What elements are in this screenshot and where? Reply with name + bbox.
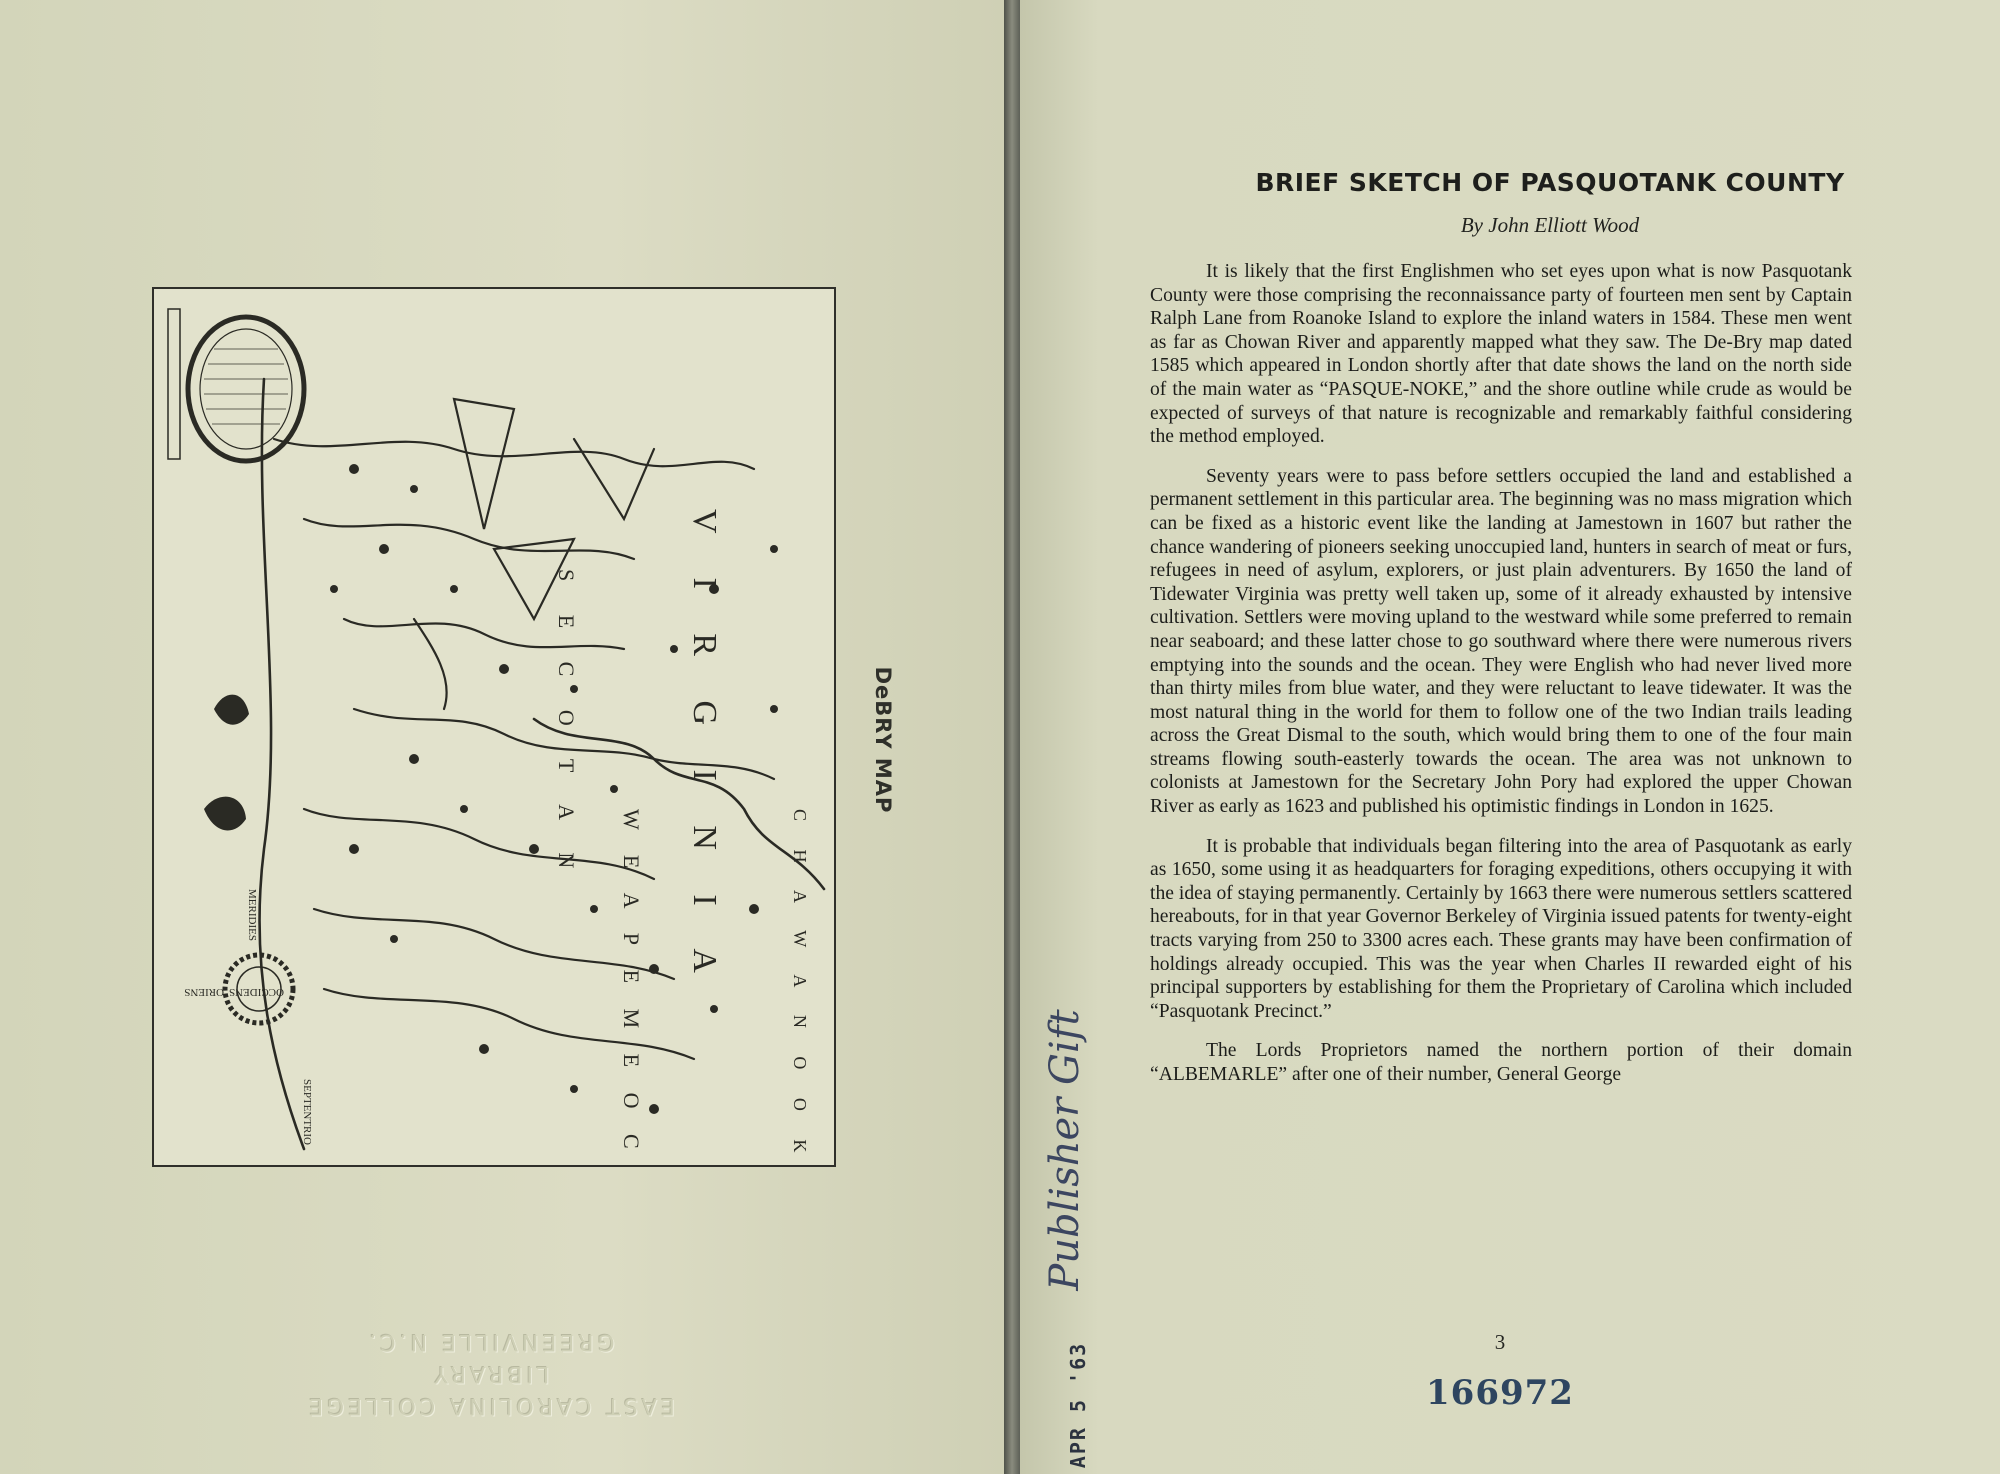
date-stamp (1058, 1340, 1098, 1470)
map-label-secotan: S E C O T A N (554, 569, 579, 883)
handwritten-note (1040, 1009, 1090, 1291)
page-number: 3 (1494, 1330, 1506, 1354)
article-byline: By John Elliott Wood (1460, 213, 1640, 237)
library-stamp-line: GREENVILLE N.C. (365, 1329, 615, 1354)
map-illustration (154, 289, 834, 1165)
compass-label-east: ORIENS (184, 986, 224, 998)
map-label-chawanook: C H A W A N O O K (790, 809, 810, 1165)
article-paragraph: It is probable that individuals began filtering into the area of Pasquotank as early as 1650, some using it as headquarters for foraging expeditions, others occupying it with the idea of staying permanently. Certainly by 1663 there were numerous settlers scattered hereabouts, for in that year Governor Berkeley of Virginia issued patents for twenty-eight tracts varying from 250 to 3300 acres each. These grants may have been confirmation of holdings already occupied. This was the year when Charles II rewarded eight of his principal supporters by establishing for them the Proprietary of Carolina which included “Pasquotank Precinct.” (1150, 835, 1852, 1022)
library-stamp-line: LIBRARY (430, 1361, 550, 1386)
article-title: BRIEF SKETCH OF PASQUOTANK COUNTY (1255, 168, 1845, 197)
map-caption-text: DeBRY MAP (871, 666, 895, 814)
accession-number: 166972 (1426, 1373, 1574, 1413)
compass-label-north: SEPTENTRIO (301, 1079, 313, 1145)
article-paragraph: It is likely that the first Englishmen who set eyes upon what is now Pasquotank County were those comprising the reconnaissance party of fourteen men sent by Captain Ralph Lane from Roanoke Island to explore the inland waters in 1584. These men went as far as Chowan River and apparently mapped what they saw. The De-Bry map dated 1585 which appeared in London shortly after that date shows the land on the north side of the main water as “PASQUE-NOKE,” and the shore outline while crude as would be expected of surveys of that nature is recognizable and remarkably faithful considering the method employed. (1150, 261, 1852, 448)
debry-map (152, 287, 836, 1167)
article-body (1150, 260, 1852, 1103)
article-paragraph: Seventy years were to pass before settlers occupied the land and established a permanent settlement in this particular area. The beginning was no mass migration which can be fixed as a historic event like the landing at Jamestown in 1607 but rather the chance wandering of pioneers seeking unoccupied land, hunters in search of meat or furs, refugees in need of asylum, explorers, or just plain adventurers. By 1650 the land of Tidewater Virginia was pretty well taken up, some of it already exhausted by intensive cultivation. Settlers were moving upland to the westward while some preferred to remain near seaboard; and these latter chose to go southward where there were numerous rivers emptying into the sounds and the ocean. They were English who had never lived more than thirty miles from blue water, and they were reluctant to leave tidewater. It was the most natural thing in the world for them to follow one of the two Indian trails leading across the Great Dismal to the south, which would bring them to one of the four main streams flowing south-easterly towards the ocean. The area was not unknown to colonists at Jamestown for the Secretary John Pory had explored the upper Chowan River as early as 1623 and published his optimistic findings in London in 1625. (1150, 465, 1852, 818)
article-paragraph: The Lords Proprietors named the northern portion of their domain “ALBEMARLE” after one of their number, General George (1150, 1040, 1852, 1085)
handwritten-note-text: Publisher Gift (1042, 1009, 1088, 1291)
book-gutter (1004, 0, 1020, 1474)
date-stamp-text: APR 5 '63 (1066, 1341, 1090, 1469)
library-stamp (300, 1325, 680, 1421)
map-label-weapemeoc: W E A P E M E O C (619, 809, 644, 1159)
compass-label-west: OCCIDENS (228, 986, 284, 998)
compass-label-south: MERIDIES (246, 889, 258, 941)
library-stamp-line: EAST CAROLINA COLLEGE (305, 1393, 675, 1418)
map-caption (868, 660, 898, 820)
map-label-virginia: V I R G I N I A (686, 509, 723, 991)
